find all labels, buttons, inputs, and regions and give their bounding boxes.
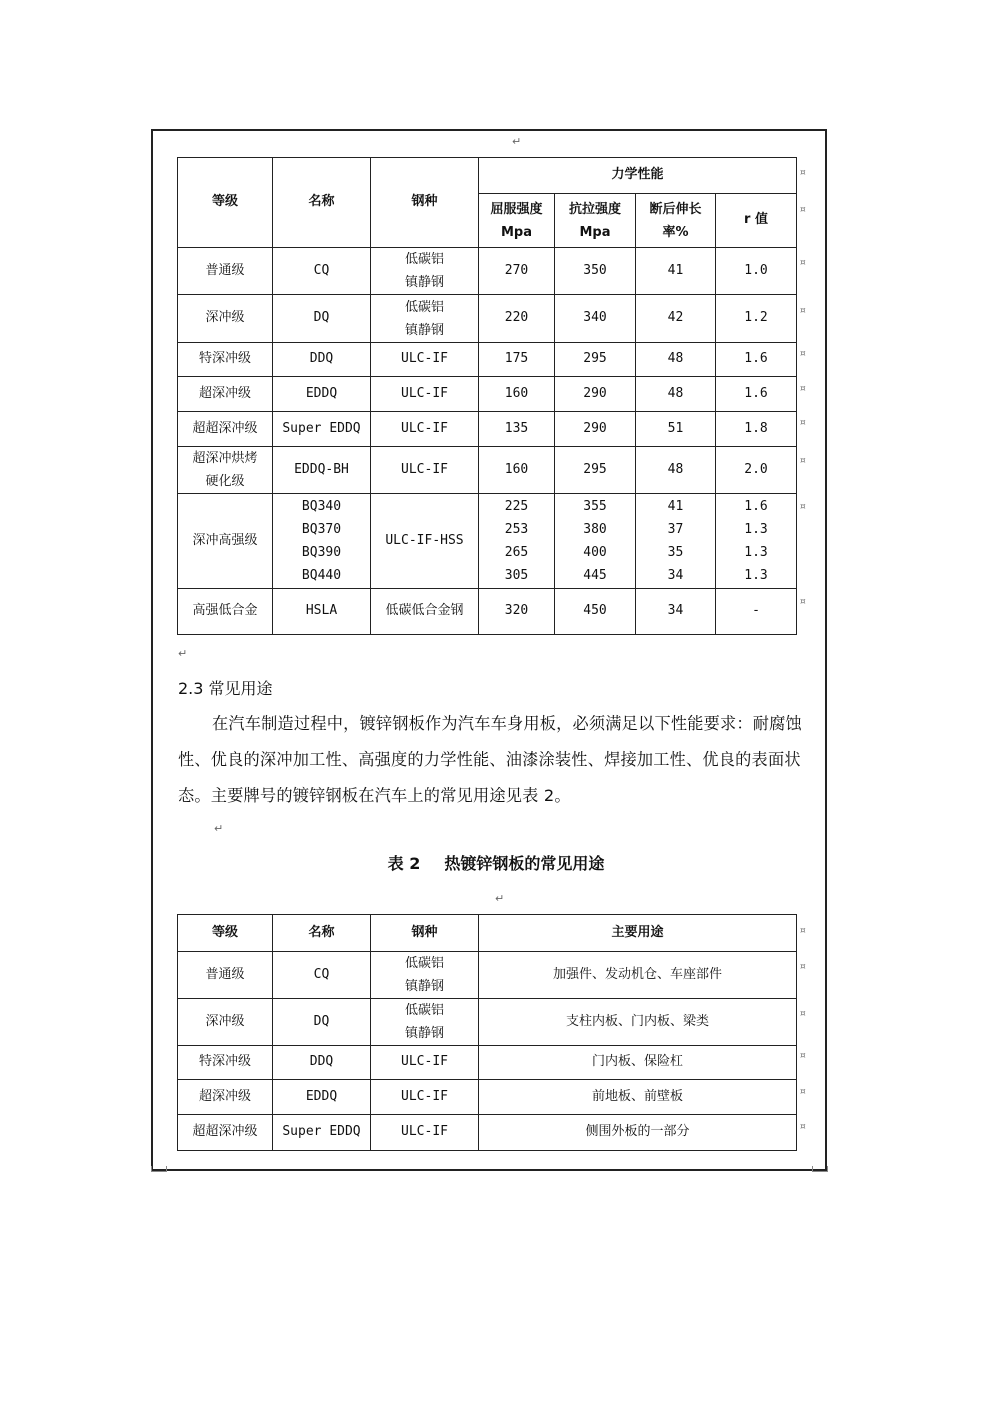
- header-yield: 屈服强度 Mpa: [479, 194, 555, 248]
- row-end-mark: ¤: [800, 502, 806, 512]
- cell-yield: 135: [479, 412, 555, 447]
- cell-elongation: 41 37 35 34: [636, 494, 716, 589]
- cell-yield: 270: [479, 248, 555, 295]
- row-end-mark: ¤: [800, 306, 806, 316]
- row-end-mark: ¤: [800, 349, 806, 359]
- table-row: [178, 343, 797, 377]
- row-end-mark: ¤: [800, 205, 806, 215]
- cell-steel: ULC-IF-HSS: [371, 494, 479, 589]
- table-row: [178, 447, 797, 494]
- header-name: 名称: [273, 915, 371, 952]
- cell-yield: 220: [479, 295, 555, 343]
- header-grade: 等级: [178, 158, 273, 248]
- table-row: [178, 1115, 797, 1151]
- header-tensile: 抗拉强度 Mpa: [555, 194, 636, 248]
- cell-name: DDQ: [273, 343, 371, 377]
- paragraph-mark: ↵: [214, 822, 224, 835]
- cell-elongation: 34: [636, 589, 716, 635]
- cell-steel: 低碳铝 镇静钢: [371, 248, 479, 295]
- cell-grade: 超深冲烘烤 硬化级: [178, 447, 273, 494]
- cell-grade: 深冲高强级: [178, 494, 273, 589]
- page-corner-mark: [812, 1166, 828, 1172]
- cell-name: BQ340 BQ370 BQ390 BQ440: [273, 494, 371, 589]
- table-row: [178, 412, 797, 447]
- page-corner-mark: [151, 1166, 167, 1172]
- cell-grade: 深冲级: [178, 999, 273, 1046]
- cell-name: Super EDDQ: [273, 1115, 371, 1151]
- table-row: [178, 494, 797, 589]
- paragraph-mark: ↵: [495, 892, 505, 905]
- cell-elongation: 48: [636, 447, 716, 494]
- cell-grade: 高强低合金: [178, 589, 273, 635]
- header-steel: 钢种: [371, 915, 479, 952]
- cell-yield: 160: [479, 377, 555, 412]
- cell-grade: 深冲级: [178, 295, 273, 343]
- table-row: [178, 248, 797, 295]
- cell-main-use: 加强件、发动机仓、车座部件: [479, 952, 797, 999]
- cell-grade: 普通级: [178, 952, 273, 999]
- cell-elongation: 48: [636, 343, 716, 377]
- cell-steel: ULC-IF: [371, 377, 479, 412]
- cell-tensile: 290: [555, 377, 636, 412]
- cell-yield: 225 253 265 305: [479, 494, 555, 589]
- row-end-mark: ¤: [800, 926, 806, 936]
- cell-name: EDDQ: [273, 1080, 371, 1115]
- row-end-mark: ¤: [800, 384, 806, 394]
- cell-yield: 175: [479, 343, 555, 377]
- row-end-mark: ¤: [800, 1009, 806, 1019]
- cell-steel: ULC-IF: [371, 1115, 479, 1151]
- cell-name: CQ: [273, 248, 371, 295]
- cell-tensile: 355 380 400 445: [555, 494, 636, 589]
- row-end-mark: ¤: [800, 168, 806, 178]
- row-end-mark: ¤: [800, 1051, 806, 1061]
- cell-grade: 特深冲级: [178, 1046, 273, 1080]
- mechanical-properties-table: [177, 157, 797, 635]
- cell-grade: 普通级: [178, 248, 273, 295]
- cell-tensile: 340: [555, 295, 636, 343]
- cell-grade: 超深冲级: [178, 1080, 273, 1115]
- cell-tensile: 295: [555, 447, 636, 494]
- cell-yield: 160: [479, 447, 555, 494]
- cell-elongation: 42: [636, 295, 716, 343]
- header-r-value: r 值: [716, 194, 797, 248]
- row-end-mark: ¤: [800, 962, 806, 972]
- row-end-mark: ¤: [800, 418, 806, 428]
- cell-grade: 特深冲级: [178, 343, 273, 377]
- cell-name: EDDQ-BH: [273, 447, 371, 494]
- row-end-mark: ¤: [800, 258, 806, 268]
- section-paragraph: 在汽车制造过程中，镀锌钢板作为汽车车身用板，必须满足以下性能要求：耐腐蚀性、优良的深冲加工性、高强度的力学性能、油漆涂装性、焊接加工性、优良的表面状态。主要牌号的镀锌钢板在汽车上的常见用途见表 2。: [178, 714, 802, 805]
- header-main-use: 主要用途: [479, 915, 797, 952]
- usage-table: [177, 914, 797, 1151]
- cell-r-value: 1.6 1.3 1.3 1.3: [716, 494, 797, 589]
- cell-main-use: 侧围外板的一部分: [479, 1115, 797, 1151]
- table-row: [178, 952, 797, 999]
- table2-caption: 表 2 热镀锌钢板的常见用途: [387, 854, 605, 873]
- section-heading: 2.3 常见用途: [178, 679, 273, 698]
- cell-steel: 低碳低合金钢: [371, 589, 479, 635]
- cell-r-value: 1.6: [716, 377, 797, 412]
- cell-tensile: 450: [555, 589, 636, 635]
- cell-steel: 低碳铝 镇静钢: [371, 295, 479, 343]
- cell-name: CQ: [273, 952, 371, 999]
- cell-elongation: 51: [636, 412, 716, 447]
- cell-steel: ULC-IF: [371, 343, 479, 377]
- cell-elongation: 48: [636, 377, 716, 412]
- cell-r-value: 1.8: [716, 412, 797, 447]
- cell-r-value: -: [716, 589, 797, 635]
- paragraph-mark: ↵: [512, 135, 522, 148]
- row-end-mark: ¤: [800, 1087, 806, 1097]
- table-row: [178, 295, 797, 343]
- row-end-mark: ¤: [800, 597, 806, 607]
- cell-elongation: 41: [636, 248, 716, 295]
- cell-steel: ULC-IF: [371, 1080, 479, 1115]
- cell-main-use: 门内板、保险杠: [479, 1046, 797, 1080]
- row-end-mark: ¤: [800, 456, 806, 466]
- cell-grade: 超超深冲级: [178, 1115, 273, 1151]
- cell-tensile: 350: [555, 248, 636, 295]
- cell-steel: 低碳铝 镇静钢: [371, 999, 479, 1046]
- cell-name: DQ: [273, 999, 371, 1046]
- cell-steel: ULC-IF: [371, 412, 479, 447]
- cell-yield: 320: [479, 589, 555, 635]
- cell-r-value: 1.6: [716, 343, 797, 377]
- cell-tensile: 295: [555, 343, 636, 377]
- cell-steel: ULC-IF: [371, 447, 479, 494]
- table-row: [178, 377, 797, 412]
- table-row: [178, 589, 797, 635]
- cell-steel: 低碳铝 镇静钢: [371, 952, 479, 999]
- cell-name: HSLA: [273, 589, 371, 635]
- table-row: [178, 1080, 797, 1115]
- cell-name: EDDQ: [273, 377, 371, 412]
- cell-r-value: 2.0: [716, 447, 797, 494]
- cell-name: Super EDDQ: [273, 412, 371, 447]
- header-name: 名称: [273, 158, 371, 248]
- header-grade: 等级: [178, 915, 273, 952]
- table-row: [178, 999, 797, 1046]
- cell-name: DDQ: [273, 1046, 371, 1080]
- cell-main-use: 前地板、前壁板: [479, 1080, 797, 1115]
- cell-tensile: 290: [555, 412, 636, 447]
- header-mechanical: 力学性能: [479, 158, 797, 194]
- paragraph-mark: ↵: [178, 647, 188, 660]
- cell-r-value: 1.0: [716, 248, 797, 295]
- table-row: [178, 1046, 797, 1080]
- cell-main-use: 支柱内板、门内板、梁类: [479, 999, 797, 1046]
- row-end-mark: ¤: [800, 1122, 806, 1132]
- cell-grade: 超深冲级: [178, 377, 273, 412]
- header-steel: 钢种: [371, 158, 479, 248]
- cell-r-value: 1.2: [716, 295, 797, 343]
- cell-grade: 超超深冲级: [178, 412, 273, 447]
- header-elongation: 断后伸长 率%: [636, 194, 716, 248]
- cell-name: DQ: [273, 295, 371, 343]
- cell-steel: ULC-IF: [371, 1046, 479, 1080]
